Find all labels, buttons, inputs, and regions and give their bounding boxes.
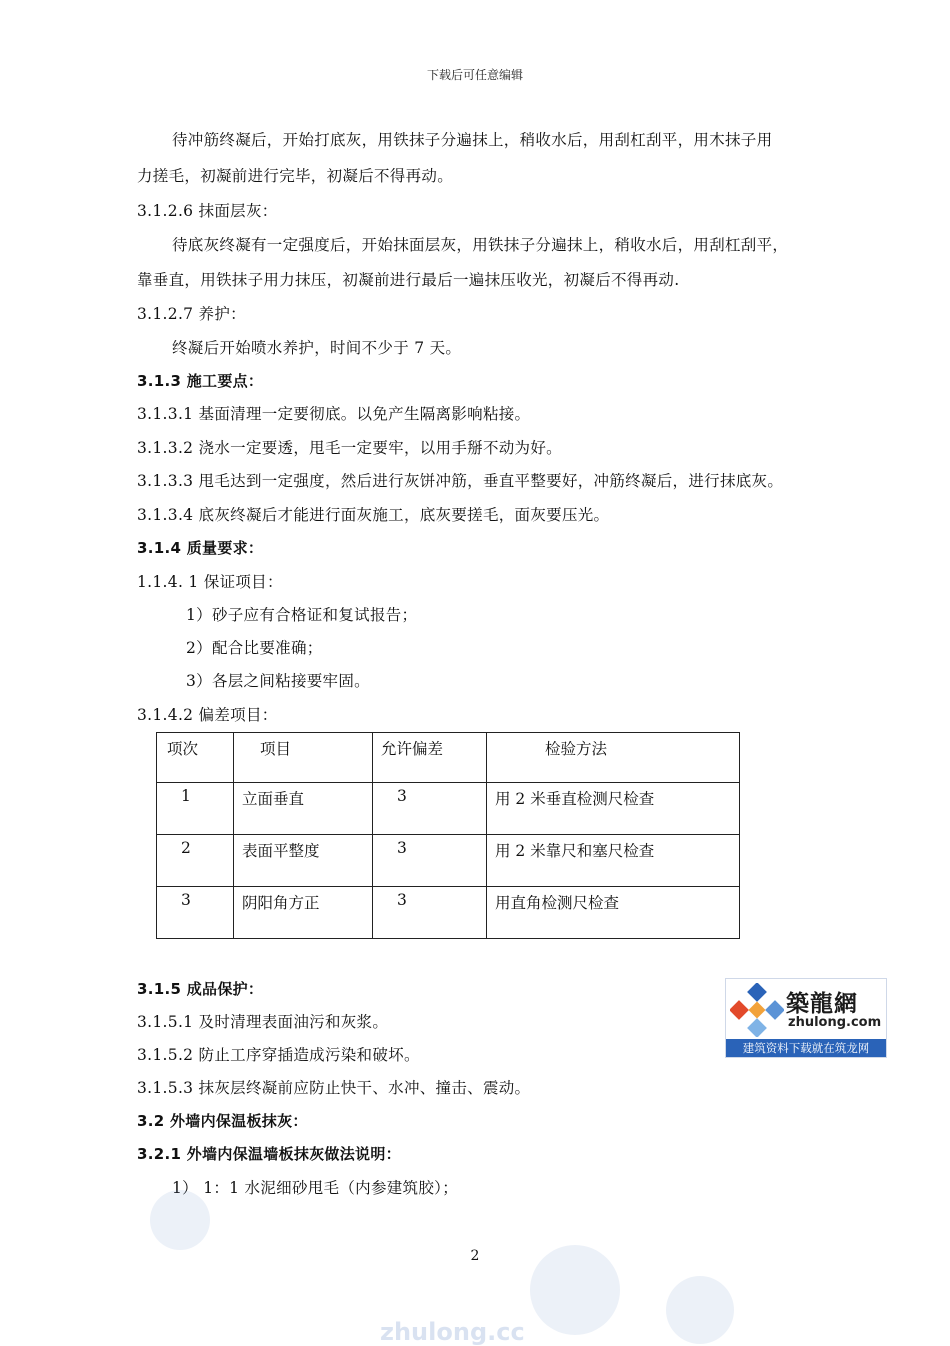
- paragraph-line: 1）砂子应有合格证和复试报告；: [186, 606, 418, 624]
- paragraph-line: 1.1.4. 1 保证项目：: [137, 573, 283, 591]
- paragraph-line: 3.1.3.1 基面清理一定要彻底。以免产生隔离影响粘接。: [137, 405, 531, 423]
- paragraph-line: 3.1.5.3 抹灰层终凝前应防止快干、水冲、撞击、震动。: [137, 1079, 531, 1097]
- header-cell-tolerance: 允许偏差: [373, 733, 487, 783]
- paragraph-line: 待底灰终凝有一定强度后，开始抹面层灰，用铁抹子分遍抹上，稍收水后，用刮杠刮平，: [172, 236, 789, 254]
- paragraph-line: 2）配合比要准确；: [186, 639, 323, 657]
- table-row: [157, 887, 740, 939]
- cell-tolerance: 3: [373, 783, 487, 835]
- paragraph-line: 待冲筋终凝后，开始打底灰，用铁抹子分遍抹上，稍收水后，用刮杠刮平，用木抹子用: [172, 131, 773, 149]
- cell-no: 3: [157, 887, 234, 939]
- cell-tolerance: 3: [373, 835, 487, 887]
- page-number: 2: [470, 1248, 480, 1264]
- page-header: 下载后可任意编辑: [426, 68, 523, 82]
- header-cell-item: 项目: [234, 733, 373, 783]
- table-header-row: [157, 733, 740, 783]
- paragraph-line: 3.1.3.3 甩毛达到一定强度，然后进行灰饼冲筋，垂直平整要好，冲筋终凝后，进行抹底灰。: [137, 472, 784, 490]
- paragraph-line: 终凝后开始喷水养护，时间不少于 7 天。: [172, 339, 462, 357]
- header-cell-method: 检验方法: [487, 733, 740, 783]
- paragraph-line: 3.1.4.2 偏差项目：: [137, 706, 278, 724]
- paragraph-line: 3.1.5.2 防止工序穿插造成污染和破坏。: [137, 1046, 420, 1064]
- cell-item: 立面垂直: [234, 783, 373, 835]
- paragraph-line: 3.1.5.1 及时清理表面油污和灰浆。: [137, 1013, 389, 1031]
- section-heading: 3.1.3 施工要点：: [137, 372, 264, 390]
- header-cell-no: 项次: [157, 733, 234, 783]
- section-heading: 3.2 外墙内保温板抹灰：: [137, 1112, 308, 1130]
- table-row: [157, 835, 740, 887]
- logo-slogan: 建筑资料下载就在筑龙网: [726, 1039, 886, 1057]
- section-heading: 3.1.5 成品保护：: [137, 980, 264, 998]
- logo-domain: zhulong.com: [788, 1015, 882, 1030]
- paragraph-line: 力搓毛，初凝前进行完毕，初凝后不得再动。: [137, 167, 454, 185]
- paragraph-line: 1） 1：1 水泥细砂甩毛（内参建筑胶）；: [172, 1179, 458, 1197]
- paragraph-line: 3.1.2.6 抹面层灰：: [137, 202, 278, 220]
- logo-chinese-name: 築龍網: [786, 990, 858, 1017]
- cell-method: 用 2 米靠尺和塞尺检查: [487, 835, 740, 887]
- watermark-snowflake-icon: [520, 1240, 630, 1340]
- table-row: [157, 783, 740, 835]
- section-heading: 3.2.1 外墙内保温墙板抹灰做法说明：: [137, 1145, 401, 1163]
- paragraph-line: 3.1.3.2 浇水一定要透，甩毛一定要牢，以用手掰不动为好。: [137, 439, 562, 457]
- zhulong-logo: [725, 978, 887, 1058]
- paragraph-line: 靠垂直，用铁抹子用力抹压，初凝前进行最后一遍抹压收光，初凝后不得再动.: [137, 271, 680, 289]
- section-heading: 3.1.4 质量要求：: [137, 539, 264, 557]
- cell-item: 阴阳角方正: [234, 887, 373, 939]
- cell-tolerance: 3: [373, 887, 487, 939]
- snowflake-logo-icon: [730, 983, 784, 1037]
- cell-item: 表面平整度: [234, 835, 373, 887]
- watermark-text: zhulong.cc: [380, 1318, 525, 1346]
- cell-no: 1: [157, 783, 234, 835]
- paragraph-line: 3.1.3.4 底灰终凝后才能进行面灰施工，底灰要搓毛，面灰要压光。: [137, 506, 610, 524]
- watermark-snowflake-icon: [660, 1270, 740, 1344]
- paragraph-line: 3.1.2.7 养护：: [137, 305, 246, 323]
- deviation-table: [156, 732, 740, 939]
- watermark-snowflake-icon: [145, 1185, 215, 1255]
- cell-method: 用 2 米垂直检测尺检查: [487, 783, 740, 835]
- paragraph-line: 3）各层之间粘接要牢固。: [186, 672, 370, 690]
- cell-no: 2: [157, 835, 234, 887]
- cell-method: 用直角检测尺检查: [487, 887, 740, 939]
